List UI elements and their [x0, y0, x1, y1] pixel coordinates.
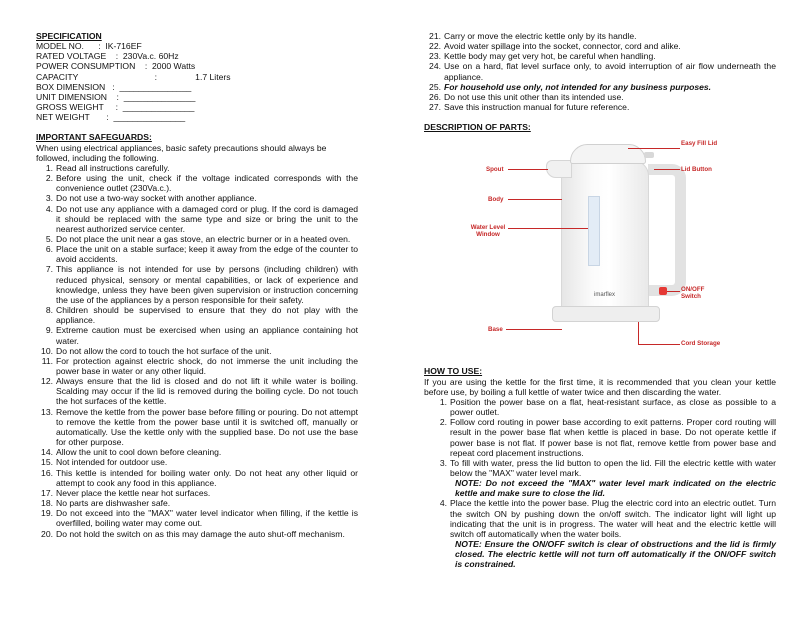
spec-row: UNIT DIMENSION : _______________ [36, 91, 196, 102]
safeguard-item: 3. Do not use a two-way socket with another appliance. [45, 193, 257, 204]
kettle-lid-button [644, 152, 654, 158]
kettle-diagram [468, 138, 748, 358]
howto-title: HOW TO USE: [424, 366, 483, 377]
leader-line [508, 228, 588, 229]
safeguard-item: 7. This appliance is not intended for use by persons (including children) with reduced physical, sensory or mental capabilities, or lack of experience and knowledge, unless they have been given supervision or instruction concerning the use of the appliances by a person responsible for their safety. [45, 264, 358, 305]
howto-step: 3. To fill with water, press the lid button to open the lid. Fill the electric kettle with water below the "MAX" water level mark. [439, 457, 776, 478]
safeguard-item: 18. No parts are dishwasher safe. [41, 498, 171, 509]
safeguard-item: 26. Do not use this unit other than its intended use. [429, 91, 624, 102]
label-water-window: Water Level Window [470, 224, 506, 239]
spec-row: CAPACITY : 1.7 Liters [36, 71, 231, 82]
safeguard-item: 23. Kettle body may get very hot, be careful when handling. [429, 51, 656, 62]
safeguard-item: 24. Use on a hard, flat level surface only, to avoid interruption of air flow underneath the appliance. [429, 61, 776, 82]
kettle-handle [648, 164, 686, 296]
leader-line [508, 169, 548, 170]
label-cord-storage: Cord Storage [681, 340, 721, 348]
leader-line [667, 291, 680, 292]
safeguard-item: 9. Extreme caution must be exercised when using an appliance containing hot water. [45, 325, 358, 346]
leader-line [628, 148, 680, 149]
safeguard-item: 2. Before using the unit, check if the voltage indicated corresponds with the convenience outlet (230Va.c.). [45, 173, 358, 194]
spec-row: RATED VOLTAGE : 230Va.c. 60Hz [36, 51, 179, 62]
right-column [424, 31, 776, 570]
safeguard-item: 11. For protection against electric shock, do not immerse the unit including the power base in water or any other liquid. [41, 355, 358, 376]
safeguard-item: 12. Always ensure that the lid is closed and do not lift it while water is boiling. Scalding may occur if the lid is removed during the boiling cycle. Do not touch the hot surfaces of the kettle. [41, 376, 358, 407]
label-lid-button: Lid Button [681, 166, 712, 174]
safeguards-title: IMPORTANT SAFEGUARDS: [36, 132, 152, 143]
howto-note-3: NOTE: Do not exceed the "MAX" water level mark indicated on the electric kettle and make sure to close the lid. [455, 478, 776, 499]
leader-line [508, 199, 562, 200]
spec-row: BOX DIMENSION : _______________ [36, 81, 192, 92]
safeguard-item: 13. Remove the kettle from the power base before filling or pouring. Do not attempt to remove the kettle from the power base until it is switched off, manually or automatically. Use the kettle only with the supplied base. Do not use the base for other purpose. [41, 406, 358, 448]
safeguard-item: 5. Do not place the unit near a gas stove, an electric burner or in a heated oven. [45, 233, 351, 244]
leader-line [654, 169, 680, 170]
howto-step: 2. Follow cord routing in power base according to exit patterns. Proper cord routing will result in the power base flat when kettle is placed in base. Do not operate kettle if power base is not flat. If power base is not flat, remove kettle from power base and repeat cord placement instructions. [439, 417, 776, 458]
label-spout: Spout [486, 166, 504, 174]
howto-intro: If you are using the kettle for the first time, it is recommended that you clean your kettle before use, by boiling a full kettle of water twice and then discarding the water. [424, 376, 776, 397]
howto-step: 4. Place the kettle into the power base. Plug the electric cord into an electric outlet. Turn the switch ON by pushing down the on/off switch. The indicator light will light up indicating that the unit is in progress. The water will heat and the electric kettle will switch off automatically when the water boils. [439, 498, 776, 539]
safeguard-item: 8. Children should be supervised to ensure that they do not play with the appliance. [45, 305, 358, 326]
leader-line [506, 329, 562, 330]
spec-row: POWER CONSUMPTION : 2000 Watts [36, 61, 196, 72]
safeguard-item: 22. Avoid water spillage into the socket, connector, cord and alike. [429, 41, 681, 52]
safeguard-item: 15. Not intended for outdoor use. [41, 457, 168, 468]
spec-row: GROSS WEIGHT : _______________ [36, 102, 195, 113]
spec-list [36, 41, 358, 122]
safeguard-item: 1. Read all instructions carefully. [45, 162, 170, 173]
label-base: Base [488, 326, 503, 334]
spec-row: MODEL NO. : IK-716EF [36, 41, 142, 52]
safeguard-item: 20. Do not hold the switch on as this may damage the auto shut-off mechanism. [41, 528, 345, 539]
leader-line [638, 322, 639, 344]
howto-steps [424, 397, 776, 478]
safeguard-item: 14. Allow the unit to cool down before cleaning. [41, 447, 222, 458]
kettle-switch [659, 287, 667, 295]
safeguards-list-continued [424, 31, 776, 112]
safeguard-item: 27. Save this instruction manual for future reference. [429, 102, 630, 113]
safeguard-item: 25. For household use only, not intended for any business purposes. [429, 81, 712, 92]
leader-line [638, 344, 680, 345]
label-switch: ON/OFF Switch [681, 286, 705, 301]
kettle-lid [570, 144, 646, 164]
howto-steps-continued [424, 498, 776, 539]
safeguard-item: 4. Do not use any appliance with a damaged cord or plug. If the cord is damaged it should be replaced with the same type and size or bring the unit to the nearest authorized service center. [45, 203, 358, 234]
safeguard-item: 6. Place the unit on a stable surface; keep it away from the edge of the counter to avoid accidents. [45, 244, 358, 265]
safeguard-item: 21. Carry or move the electric kettle only by its handle. [429, 31, 637, 41]
kettle-base [552, 306, 660, 322]
brand-logo: imarflex [594, 292, 616, 299]
parts-title: DESCRIPTION OF PARTS: [424, 122, 531, 133]
safeguard-item: 19. Do not exceed into the "MAX" water level indicator when filling, if the kettle is overfilled, boiling water may come out. [41, 508, 358, 529]
kettle-spout [546, 160, 572, 178]
safeguards-intro: When using electrical appliances, basic safety precautions should always be followed, including the following. [36, 142, 327, 163]
kettle-water-window [588, 196, 600, 266]
spec-row: NET WEIGHT : _______________ [36, 112, 186, 123]
safeguard-item: 17. Never place the kettle near hot surfaces. [41, 487, 211, 498]
label-easy-fill-lid: Easy Fill Lid [681, 140, 718, 148]
spec-title: SPECIFICATION [36, 31, 102, 41]
howto-step: 1. Position the power base on a flat, heat-resistant surface, as close as possible to a power outlet. [439, 396, 776, 418]
label-body: Body [488, 196, 504, 204]
safeguards-list [36, 163, 358, 539]
left-column [36, 31, 358, 539]
safeguard-item: 10. Do not allow the cord to touch the hot surface of the unit. [41, 345, 272, 356]
howto-note-4: NOTE: Ensure the ON/OFF switch is clear of obstructions and the lid is firmly closed. The electric kettle will not turn off automatically if the ON/OFF switch is constrained. [455, 539, 776, 570]
safeguard-item: 16. This kettle is intended for boiling water only. Do not heat any other liquid or attempt to cook any food in this appliance. [41, 467, 358, 488]
